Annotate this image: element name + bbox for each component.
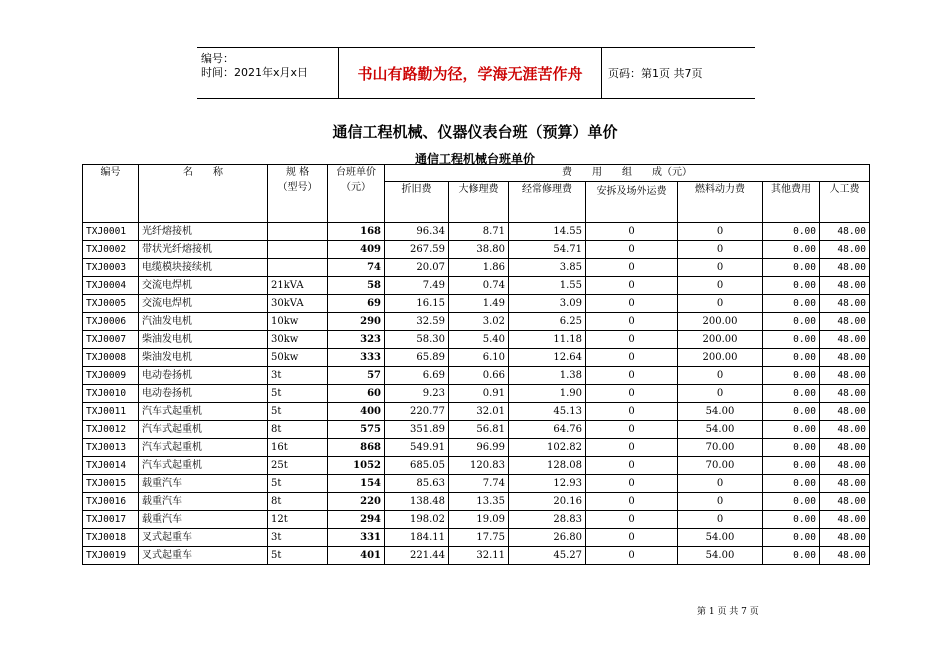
cell-other: 0.00 (763, 547, 820, 565)
cell-unit-price: 69 (328, 295, 385, 313)
cell-fuel-power: 0 (678, 259, 763, 277)
cell-unit-price: 400 (328, 403, 385, 421)
cell-other: 0.00 (763, 403, 820, 421)
cell-install-transport: 0 (586, 313, 678, 331)
cell-depreciation: 58.30 (385, 331, 449, 349)
cell-other: 0.00 (763, 439, 820, 457)
cell-spec: 21kVA (268, 277, 328, 295)
cell-depreciation: 138.48 (385, 493, 449, 511)
cell-name: 汽车式起重机 (139, 457, 268, 475)
cell-fuel-power: 200.00 (678, 349, 763, 367)
cell-install-transport: 0 (586, 475, 678, 493)
cell-spec: 25t (268, 457, 328, 475)
cell-depreciation: 221.44 (385, 547, 449, 565)
cell-depreciation: 9.23 (385, 385, 449, 403)
cell-spec: 5t (268, 475, 328, 493)
col-header-unit-price-label: 台班单价 (336, 167, 376, 178)
cell-major-repair: 7.74 (449, 475, 509, 493)
cell-unit-price: 1052 (328, 457, 385, 475)
cell-labor: 48.00 (820, 367, 870, 385)
cell-labor: 48.00 (820, 529, 870, 547)
cell-other: 0.00 (763, 493, 820, 511)
table-row (83, 493, 870, 511)
cell-depreciation: 220.77 (385, 403, 449, 421)
cell-major-repair: 32.01 (449, 403, 509, 421)
cell-major-repair: 38.80 (449, 241, 509, 259)
cell-routine-repair: 6.25 (509, 313, 586, 331)
cell-code: TXJ0016 (83, 493, 139, 511)
cell-spec: 5t (268, 385, 328, 403)
cell-major-repair: 1.86 (449, 259, 509, 277)
cell-fuel-power: 0 (678, 223, 763, 241)
cell-routine-repair: 3.85 (509, 259, 586, 277)
cell-code: TXJ0006 (83, 313, 139, 331)
cell-fuel-power: 0 (678, 475, 763, 493)
cell-name: 载重汽车 (139, 511, 268, 529)
table-row (83, 475, 870, 493)
cell-spec: 16t (268, 439, 328, 457)
cell-unit-price: 331 (328, 529, 385, 547)
col-header-unit-price (328, 165, 385, 223)
cell-spec (268, 223, 328, 241)
cell-other: 0.00 (763, 457, 820, 475)
cell-depreciation: 85.63 (385, 475, 449, 493)
cell-routine-repair: 1.38 (509, 367, 586, 385)
machinery-rate-table (82, 164, 870, 565)
cell-depreciation: 351.89 (385, 421, 449, 439)
cell-other: 0.00 (763, 331, 820, 349)
cell-code: TXJ0009 (83, 367, 139, 385)
cell-fuel-power: 0 (678, 367, 763, 385)
cell-major-repair: 8.71 (449, 223, 509, 241)
cell-spec: 3t (268, 367, 328, 385)
cell-fuel-power: 0 (678, 493, 763, 511)
cell-fuel-power: 0 (678, 241, 763, 259)
cell-code: TXJ0004 (83, 277, 139, 295)
cell-other: 0.00 (763, 511, 820, 529)
table-row (83, 439, 870, 457)
cell-routine-repair: 12.64 (509, 349, 586, 367)
cell-name: 汽油发电机 (139, 313, 268, 331)
cell-labor: 48.00 (820, 493, 870, 511)
cell-spec (268, 259, 328, 277)
cell-labor: 48.00 (820, 259, 870, 277)
header-code-label: 编号： (201, 52, 234, 65)
cell-code: TXJ0010 (83, 385, 139, 403)
cell-routine-repair: 26.80 (509, 529, 586, 547)
cell-install-transport: 0 (586, 223, 678, 241)
cell-other: 0.00 (763, 349, 820, 367)
cell-name: 汽车式起重机 (139, 421, 268, 439)
cell-code: TXJ0012 (83, 421, 139, 439)
cell-code: TXJ0008 (83, 349, 139, 367)
table-row (83, 241, 870, 259)
cell-depreciation: 198.02 (385, 511, 449, 529)
col-header-fuel-power: 燃料动力费 (678, 182, 763, 223)
table-row (83, 421, 870, 439)
cell-major-repair: 3.02 (449, 313, 509, 331)
table-row (83, 457, 870, 475)
cell-routine-repair: 102.82 (509, 439, 586, 457)
cell-install-transport: 0 (586, 277, 678, 295)
cell-fuel-power: 200.00 (678, 313, 763, 331)
cell-labor: 48.00 (820, 349, 870, 367)
cell-install-transport: 0 (586, 547, 678, 565)
table-row (83, 511, 870, 529)
header-meta (201, 52, 308, 80)
cell-labor: 48.00 (820, 403, 870, 421)
cell-major-repair: 56.81 (449, 421, 509, 439)
cell-routine-repair: 14.55 (509, 223, 586, 241)
col-header-unit-price-sub: （元） (341, 182, 371, 193)
cell-major-repair: 17.75 (449, 529, 509, 547)
cell-install-transport: 0 (586, 493, 678, 511)
cell-labor: 48.00 (820, 421, 870, 439)
cell-install-transport: 0 (586, 241, 678, 259)
cell-major-repair: 32.11 (449, 547, 509, 565)
col-header-install-transport: 安拆及场外运费 (586, 182, 678, 223)
cell-major-repair: 13.35 (449, 493, 509, 511)
cell-other: 0.00 (763, 367, 820, 385)
cell-major-repair: 1.49 (449, 295, 509, 313)
cell-fuel-power: 200.00 (678, 331, 763, 349)
cell-install-transport: 0 (586, 349, 678, 367)
cell-unit-price: 168 (328, 223, 385, 241)
cell-fuel-power: 0 (678, 511, 763, 529)
table-row (83, 529, 870, 547)
page-title: 通信工程机械、仪器仪表台班（预算）单价 (332, 123, 618, 141)
col-header-code: 编号 (83, 165, 139, 223)
cell-depreciation: 184.11 (385, 529, 449, 547)
cell-code: TXJ0018 (83, 529, 139, 547)
cell-routine-repair: 45.13 (509, 403, 586, 421)
cell-spec: 8t (268, 421, 328, 439)
table-row (83, 259, 870, 277)
cell-major-repair: 0.66 (449, 367, 509, 385)
cell-fuel-power: 54.00 (678, 547, 763, 565)
cell-labor: 48.00 (820, 457, 870, 475)
col-header-name: 名 称 (139, 165, 268, 223)
cell-depreciation: 267.59 (385, 241, 449, 259)
cell-unit-price: 868 (328, 439, 385, 457)
cell-other: 0.00 (763, 241, 820, 259)
cell-code: TXJ0015 (83, 475, 139, 493)
cell-name: 柴油发电机 (139, 349, 268, 367)
cell-other: 0.00 (763, 277, 820, 295)
cell-name: 电动卷扬机 (139, 385, 268, 403)
table-row (83, 277, 870, 295)
cell-major-repair: 5.40 (449, 331, 509, 349)
cell-labor: 48.00 (820, 547, 870, 565)
cell-install-transport: 0 (586, 511, 678, 529)
table-header-row (83, 165, 870, 182)
table-row (83, 223, 870, 241)
cell-spec: 8t (268, 493, 328, 511)
cell-depreciation: 685.05 (385, 457, 449, 475)
cell-install-transport: 0 (586, 439, 678, 457)
page-header (197, 47, 755, 99)
cell-other: 0.00 (763, 421, 820, 439)
cell-name: 电动卷扬机 (139, 367, 268, 385)
col-header-spec-sub: （型号） (277, 182, 318, 193)
cell-fuel-power: 54.00 (678, 421, 763, 439)
cell-install-transport: 0 (586, 295, 678, 313)
cell-labor: 48.00 (820, 277, 870, 295)
cell-unit-price: 333 (328, 349, 385, 367)
cell-code: TXJ0007 (83, 331, 139, 349)
header-page-info: 页码：第1页 共7页 (608, 67, 703, 80)
cell-other: 0.00 (763, 223, 820, 241)
cell-labor: 48.00 (820, 511, 870, 529)
cell-routine-repair: 11.18 (509, 331, 586, 349)
cell-routine-repair: 20.16 (509, 493, 586, 511)
cell-code: TXJ0011 (83, 403, 139, 421)
cell-fuel-power: 0 (678, 277, 763, 295)
cell-code: TXJ0002 (83, 241, 139, 259)
cell-other: 0.00 (763, 313, 820, 331)
cell-routine-repair: 64.76 (509, 421, 586, 439)
cell-fuel-power: 0 (678, 295, 763, 313)
cell-install-transport: 0 (586, 529, 678, 547)
cell-install-transport: 0 (586, 421, 678, 439)
cell-unit-price: 323 (328, 331, 385, 349)
cell-code: TXJ0003 (83, 259, 139, 277)
cell-fuel-power: 54.00 (678, 529, 763, 547)
cell-name: 交流电焊机 (139, 295, 268, 313)
cell-labor: 48.00 (820, 439, 870, 457)
table-row (83, 295, 870, 313)
cell-routine-repair: 12.93 (509, 475, 586, 493)
cell-name: 载重汽车 (139, 475, 268, 493)
cell-unit-price: 290 (328, 313, 385, 331)
cell-unit-price: 154 (328, 475, 385, 493)
table-row (83, 547, 870, 565)
cell-code: TXJ0014 (83, 457, 139, 475)
table-row (83, 313, 870, 331)
cell-unit-price: 60 (328, 385, 385, 403)
cell-routine-repair: 1.55 (509, 277, 586, 295)
cell-install-transport: 0 (586, 259, 678, 277)
cell-unit-price: 57 (328, 367, 385, 385)
cell-name: 叉式起重车 (139, 547, 268, 565)
cell-install-transport: 0 (586, 331, 678, 349)
cell-spec: 5t (268, 547, 328, 565)
col-header-depreciation: 折旧费 (385, 182, 449, 223)
cell-labor: 48.00 (820, 223, 870, 241)
cell-routine-repair: 3.09 (509, 295, 586, 313)
cell-labor: 48.00 (820, 385, 870, 403)
cell-name: 载重汽车 (139, 493, 268, 511)
cell-fuel-power: 0 (678, 385, 763, 403)
cell-unit-price: 401 (328, 547, 385, 565)
cell-name: 交流电焊机 (139, 277, 268, 295)
header-motto: 书山有路勤为径，学海无涯苦作舟 (338, 48, 602, 98)
col-header-labor: 人工费 (820, 182, 870, 223)
cell-spec: 10kw (268, 313, 328, 331)
cell-spec: 12t (268, 511, 328, 529)
cell-labor: 48.00 (820, 295, 870, 313)
header-time-label: 时间：2021年x月x日 (201, 66, 309, 79)
cell-code: TXJ0017 (83, 511, 139, 529)
cell-name: 叉式起重车 (139, 529, 268, 547)
cell-major-repair: 19.09 (449, 511, 509, 529)
cell-fuel-power: 70.00 (678, 457, 763, 475)
cell-unit-price: 58 (328, 277, 385, 295)
table-row (83, 367, 870, 385)
cell-code: TXJ0001 (83, 223, 139, 241)
cell-labor: 48.00 (820, 331, 870, 349)
cell-name: 电缆模块接续机 (139, 259, 268, 277)
col-header-major-repair: 大修理费 (449, 182, 509, 223)
table-row (83, 385, 870, 403)
table-row (83, 349, 870, 367)
cell-depreciation: 20.07 (385, 259, 449, 277)
cell-unit-price: 575 (328, 421, 385, 439)
cell-spec (268, 241, 328, 259)
table-title: 通信工程机械台班单价 (414, 152, 535, 166)
cell-major-repair: 120.83 (449, 457, 509, 475)
cell-routine-repair: 45.27 (509, 547, 586, 565)
cell-spec: 50kw (268, 349, 328, 367)
cell-depreciation: 6.69 (385, 367, 449, 385)
cell-name: 带状光纤熔接机 (139, 241, 268, 259)
cell-code: TXJ0005 (83, 295, 139, 313)
col-header-routine-repair: 经常修理费 (509, 182, 586, 223)
cell-routine-repair: 1.90 (509, 385, 586, 403)
cell-fuel-power: 54.00 (678, 403, 763, 421)
col-header-spec (268, 165, 328, 223)
cell-unit-price: 409 (328, 241, 385, 259)
cell-unit-price: 220 (328, 493, 385, 511)
cell-routine-repair: 128.08 (509, 457, 586, 475)
cell-depreciation: 96.34 (385, 223, 449, 241)
col-header-cost-group: 费 用 组 成（元） (385, 165, 870, 182)
cell-depreciation: 32.59 (385, 313, 449, 331)
cell-depreciation: 65.89 (385, 349, 449, 367)
cell-major-repair: 96.99 (449, 439, 509, 457)
cell-spec: 30kVA (268, 295, 328, 313)
cell-other: 0.00 (763, 529, 820, 547)
cell-labor: 48.00 (820, 241, 870, 259)
cell-labor: 48.00 (820, 475, 870, 493)
cell-depreciation: 549.91 (385, 439, 449, 457)
cell-code: TXJ0019 (83, 547, 139, 565)
cell-name: 光纤熔接机 (139, 223, 268, 241)
cell-other: 0.00 (763, 475, 820, 493)
cell-depreciation: 7.49 (385, 277, 449, 295)
cell-spec: 30kw (268, 331, 328, 349)
col-header-other: 其他费用 (763, 182, 820, 223)
table-row (83, 331, 870, 349)
cell-fuel-power: 70.00 (678, 439, 763, 457)
cell-routine-repair: 28.83 (509, 511, 586, 529)
cell-major-repair: 6.10 (449, 349, 509, 367)
cell-other: 0.00 (763, 259, 820, 277)
cell-name: 汽车式起重机 (139, 439, 268, 457)
table-row (83, 403, 870, 421)
cell-major-repair: 0.74 (449, 277, 509, 295)
cell-name: 柴油发电机 (139, 331, 268, 349)
cell-name: 汽车式起重机 (139, 403, 268, 421)
cell-unit-price: 294 (328, 511, 385, 529)
page-footer: 第 1 页 共 7 页 (697, 607, 759, 617)
cell-depreciation: 16.15 (385, 295, 449, 313)
cell-labor: 48.00 (820, 313, 870, 331)
cell-code: TXJ0013 (83, 439, 139, 457)
cell-install-transport: 0 (586, 385, 678, 403)
cell-install-transport: 0 (586, 457, 678, 475)
cell-major-repair: 0.91 (449, 385, 509, 403)
cell-spec: 3t (268, 529, 328, 547)
cell-other: 0.00 (763, 385, 820, 403)
cell-spec: 5t (268, 403, 328, 421)
cell-other: 0.00 (763, 295, 820, 313)
cell-install-transport: 0 (586, 367, 678, 385)
col-header-spec-label: 规 格 (285, 167, 310, 178)
cell-unit-price: 74 (328, 259, 385, 277)
cell-install-transport: 0 (586, 403, 678, 421)
cell-routine-repair: 54.71 (509, 241, 586, 259)
